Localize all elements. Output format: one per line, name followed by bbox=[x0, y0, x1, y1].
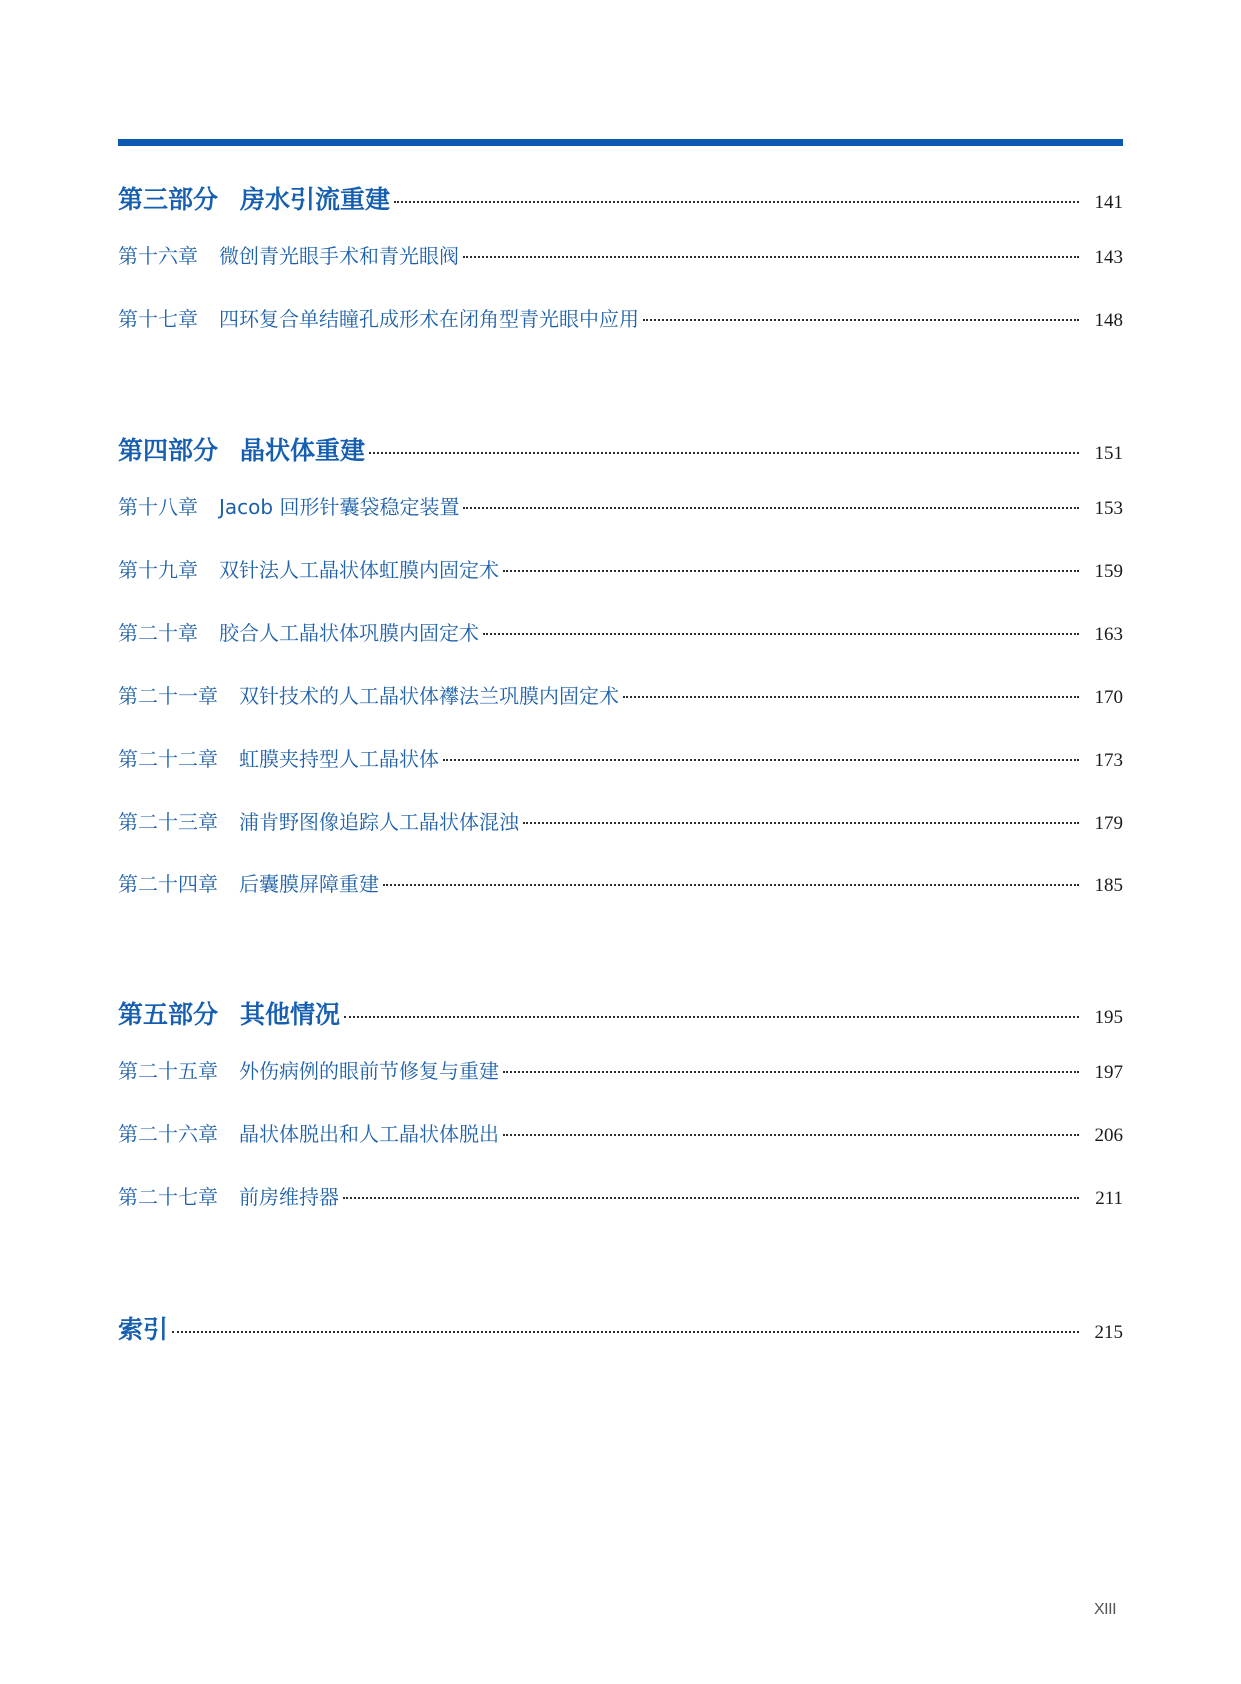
dot-leader bbox=[172, 1331, 1079, 1333]
toc-chapter-20[interactable] bbox=[118, 617, 1123, 646]
toc-part-label: 第三部分 房水引流重建 bbox=[118, 185, 391, 214]
dot-leader bbox=[343, 1197, 1079, 1199]
toc-chapter-label: 第二十章 胶合人工晶状体巩膜内固定术 bbox=[118, 621, 479, 645]
toc-chapter-24[interactable] bbox=[118, 868, 1123, 897]
toc-chapter-label: 第十九章 双针法人工晶状体虹膜内固定术 bbox=[118, 558, 499, 582]
toc-chapter-16[interactable] bbox=[118, 240, 1123, 269]
dot-leader bbox=[523, 822, 1079, 824]
toc-chapter-21[interactable] bbox=[118, 680, 1123, 709]
page-number: 141 bbox=[1094, 192, 1123, 213]
page-number: 179 bbox=[1094, 813, 1123, 834]
page-folio: XIII bbox=[1094, 1601, 1117, 1618]
dot-leader bbox=[503, 1134, 1079, 1136]
dot-leader bbox=[394, 201, 1079, 203]
page-number: 195 bbox=[1094, 1007, 1123, 1028]
dot-leader bbox=[383, 884, 1079, 886]
toc-part-3[interactable] bbox=[118, 180, 1123, 216]
dot-leader bbox=[503, 1071, 1079, 1073]
page-number: 215 bbox=[1094, 1322, 1123, 1343]
toc-chapter-23[interactable] bbox=[118, 806, 1123, 835]
toc-chapter-label: 第二十六章 晶状体脱出和人工晶状体脱出 bbox=[118, 1122, 499, 1146]
dot-leader bbox=[643, 319, 1079, 321]
dot-leader bbox=[463, 256, 1079, 258]
page-number: 173 bbox=[1094, 750, 1123, 771]
toc-chapter-label: 第二十四章 后囊膜屏障重建 bbox=[118, 872, 379, 896]
top-rule bbox=[118, 139, 1123, 146]
toc-part-4[interactable] bbox=[118, 431, 1123, 467]
toc-chapter-label: 第二十一章 双针技术的人工晶状体襻法兰巩膜内固定术 bbox=[118, 684, 619, 708]
toc-index[interactable] bbox=[118, 1310, 1123, 1346]
toc-chapter-label: 第二十七章 前房维持器 bbox=[118, 1185, 339, 1209]
toc-chapter-label: 第二十五章 外伤病例的眼前节修复与重建 bbox=[118, 1059, 499, 1083]
dot-leader bbox=[623, 696, 1079, 698]
page-number: 143 bbox=[1094, 247, 1123, 268]
dot-leader bbox=[443, 759, 1079, 761]
page-number: 170 bbox=[1094, 687, 1123, 708]
dot-leader bbox=[483, 633, 1079, 635]
page-number: 163 bbox=[1094, 624, 1123, 645]
toc-chapter-17[interactable] bbox=[118, 303, 1123, 332]
toc-chapter-26[interactable] bbox=[118, 1118, 1123, 1147]
toc-chapter-22[interactable] bbox=[118, 743, 1123, 772]
toc-chapter-label: 第十八章 Jacob 回形针囊袋稳定装置 bbox=[118, 495, 460, 519]
dot-leader bbox=[344, 1016, 1079, 1018]
dot-leader bbox=[503, 570, 1079, 572]
toc-part-5[interactable] bbox=[118, 995, 1123, 1031]
toc-part-label: 第五部分 其他情况 bbox=[118, 1000, 341, 1029]
page-number: 153 bbox=[1094, 498, 1123, 519]
page-number: 148 bbox=[1094, 310, 1123, 331]
toc-index-label: 索引 bbox=[118, 1315, 169, 1344]
page-number: 159 bbox=[1094, 561, 1123, 582]
page-number: 206 bbox=[1094, 1125, 1123, 1146]
toc-chapter-label: 第二十二章 虹膜夹持型人工晶状体 bbox=[118, 747, 439, 771]
page-number: 185 bbox=[1094, 875, 1123, 896]
toc-chapter-25[interactable] bbox=[118, 1055, 1123, 1084]
page-number: 197 bbox=[1094, 1062, 1123, 1083]
toc-chapter-label: 第二十三章 浦肯野图像追踪人工晶状体混浊 bbox=[118, 810, 519, 834]
dot-leader bbox=[463, 507, 1079, 509]
page-number: 151 bbox=[1094, 443, 1123, 464]
toc-chapter-19[interactable] bbox=[118, 554, 1123, 583]
dot-leader bbox=[369, 452, 1079, 454]
toc-chapter-27[interactable] bbox=[118, 1181, 1123, 1210]
toc-part-label: 第四部分 晶状体重建 bbox=[118, 436, 366, 465]
page-number: 211 bbox=[1095, 1188, 1123, 1209]
toc-chapter-label: 第十七章 四环复合单结瞳孔成形术在闭角型青光眼中应用 bbox=[118, 307, 639, 331]
toc-chapter-label: 第十六章 微创青光眼手术和青光眼阀 bbox=[118, 244, 459, 268]
toc-chapter-18[interactable] bbox=[118, 491, 1123, 520]
